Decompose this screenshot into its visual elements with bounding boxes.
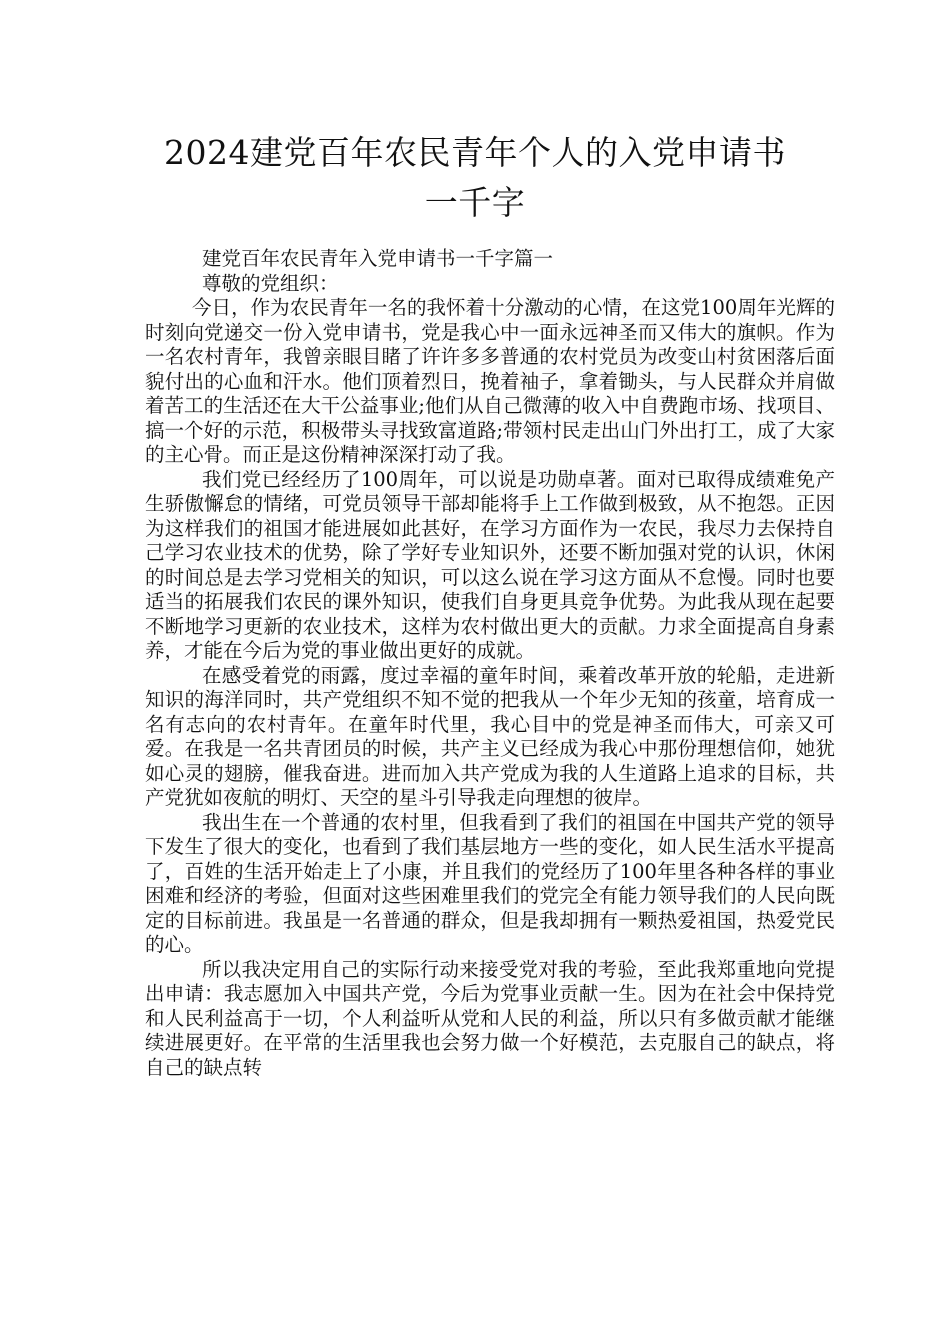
document-title xyxy=(130,128,820,228)
document-body xyxy=(145,247,835,1080)
paragraph: 我们党已经经历了100周年，可以说是功勋卓著。面对已取得成绩难免产生骄傲懈怠的情绪，可党员领导干部却能将手上工作做到极致，从不抱怨。正因为这样我们的祖国才能进展如此甚好，在学习方面作为一农民，我尽力去保持自己学习农业技术的优势，除了学好专业知识外，还要不断加强对党的认识，休闲的时间总是去学习党相关的知识，可以这么说在学习这方面从不怠慢。同时也要适当的拓展我们农民的课外知识，使我们自身更具竞争优势。为此我从现在起要不断地学习更新的农业技术，这样为农村做出更大的贡献。力求全面提高自身素养，才能在今后为党的事业做出更好的成就。 xyxy=(145,467,835,662)
paragraph: 今日，作为农民青年一名的我怀着十分激动的心情，在这党100周年光辉的时刻向党递交一份入党申请书，党是我心中一面永远神圣而又伟大的旗帜。作为一名农村青年，我曾亲眼目睹了许许多多普通的农村党员为改变山村贫困落后面貌付出的心血和汗水。他们顶着烈日，挽着袖子，拿着锄头，与人民群众并肩做着苦工的生活还在大干公益事业;他们从自己微薄的收入中自费跑市场、找项目、搞一个好的示范，积极带头寻找致富道路;带领村民走出山门外出打工，成了大家的主心骨。而正是这份精神深深打动了我。 xyxy=(145,296,835,466)
paragraph: 在感受着党的雨露，度过幸福的童年时间，乘着改革开放的轮船，走进新知识的海洋同时，共产党组织不知不觉的把我从一个年少无知的孩童，培育成一名有志向的农村青年。在童年时代里，我心目中的党是神圣而伟大，可亲又可爱。在我是一名共青团员的时候，共产主义已经成为我心中那份理想信仰，她犹如心灵的翅膀，催我奋进。进而加入共产党成为我的人生道路上追求的目标，共产党犹如夜航的明灯、天空的星斗引导我走向理想的彼岸。 xyxy=(145,663,835,809)
salutation: 尊敬的党组织： xyxy=(202,271,339,295)
title-line-2: 一千字 xyxy=(424,183,526,222)
paragraph: 我出生在一个普通的农村里，但我看到了我们的祖国在中国共产党的领导下发生了很大的变化，也看到了我们基层地方一些的变化，如人民生活水平提高了，百姓的生活开始走上了小康，并且我们的党经历了100年里各种各样的事业困难和经济的考验，但面对这些困难里我们的党完全有能力领导我们的人民向既定的目标前进。我虽是一名普通的群众，但是我却拥有一颗热爱祖国，热爱党民的心。 xyxy=(145,810,835,956)
section-heading: 建党百年农民青年入党申请书一千字篇一 xyxy=(202,247,554,270)
paragraph: 所以我决定用自己的实际行动来接受党对我的考验，至此我郑重地向党提出申请：我志愿加入中国共产党，今后为党事业贡献一生。因为在社会中保持党和人民利益高于一切，个人利益听从党和人民的利益，所以只有多做贡献才能继续进展更好。在平常的生活里我也会努力做一个好模范，去克服自己的缺点，将自己的缺点转 xyxy=(145,957,835,1079)
title-line-1: 2024建党百年农民青年个人的入党申请书 xyxy=(164,133,786,172)
